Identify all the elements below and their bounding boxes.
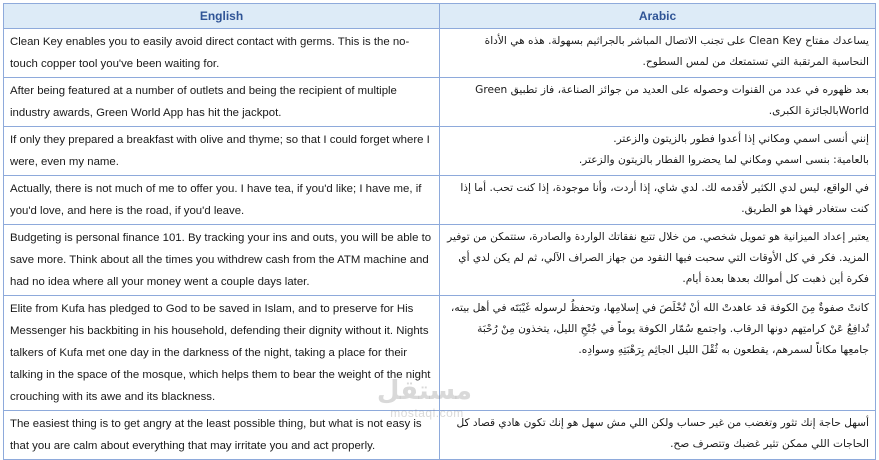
watermark-logo: مستقل	[376, 376, 472, 406]
arabic-cell: أسهل حاجة إنك تثور وتغضب من غير حساب ولكن اللي مش سهل هو إنك تكون هادي قصاد كل الحاجات اللي ممكن تثير غضبك وتتصرف صح.	[440, 411, 876, 460]
arabic-cell: يساعدك مفتاح Clean Key على تجنب الاتصال المباشر بالجراثيم بسهولة. هذه هي الأداة النحاسية المرتقبة التي تستمتعك من لمس السطوح.	[440, 29, 876, 78]
table-row	[4, 29, 876, 78]
header-row	[4, 4, 876, 29]
table-row	[4, 127, 876, 176]
table-row	[4, 411, 876, 460]
english-cell: After being featured at a number of outlets and being the recipient of multiple industry awards, Green World App has hit the jackpot.	[4, 78, 440, 127]
table-row	[4, 176, 876, 225]
english-cell: Actually, there is not much of me to offer you. I have tea, if you'd like; I have me, if you'd love, and here is the road, if you'd leave.	[4, 176, 440, 225]
watermark-site: mostaql.com	[390, 406, 464, 420]
arabic-cell	[440, 127, 876, 176]
english-cell: If only they prepared a breakfast with olive and thyme; so that I could forget where I were, even my name.	[4, 127, 440, 176]
arabic-colloquial-line: بالعامية: بنسى اسمي ومكاني لما يحضروا الفطار بالزيتون والزعتر.	[578, 154, 869, 166]
table-row	[4, 225, 876, 296]
arabic-cell: بعد ظهوره في عدد من القنوات وحصوله على العديد من جوائز الصناعة، فاز تطبيق Green Worldبالجائزة الكبرى.	[440, 78, 876, 127]
column-header-english: English	[4, 4, 440, 29]
english-cell: The easiest thing is to get angry at the least possible thing, but what is not easy is that you are calm about everything that may irritate you and act properly.	[4, 411, 440, 460]
arabic-cell: يعتبر إعداد الميزانية هو تمويل شخصي. من خلال تتبع نفقاتك الواردة والصادرة، ستتمكن من توفير المزيد. فكر في كل الأوقات التي سحبت فيها النقود من جهاز الصراف الآلي، ثم لم يكن لدي أي فكرة أين ذهبت كل أموالك بعدها بعدة أيام.	[440, 225, 876, 296]
table-row	[4, 78, 876, 127]
arabic-cell: كانتْ صفوةٌ مِنَ الكوفة قد عاهدتْ الله أنْ تُخْلَصَ في إسلامِها، وتحفظُ لرسوله غَيْبَتَه في أهل بيته، تُدافِعُ عَنْ كرامتِهم دونها الرقاب. واجتمع سُمّار الكوفة يوماً في جُنْحِ الليل، يتخذون مِنْ رُحْبَة جامعِها مكاناً لسمرهم، يقطعون به ثُقْلَ الليل الجاثِم بِرَهْبَتِهِ وسوادِه.	[440, 296, 876, 411]
english-cell: Elite from Kufa has pledged to God to be saved in Islam, and to preserve for His Messenger his backbiting in his household, defending their dignity without it. Nights talkers of Kufa met one day in the darkness of the night, taking a place for their talking in the space of the mosque, which helps them to bear the weight of the night crouching with its awe and its blackness.	[4, 296, 440, 411]
english-cell: Clean Key enables you to easily avoid direct contact with germs. This is the no-touch copper tool you've been waiting for.	[4, 29, 440, 78]
translation-table	[3, 3, 876, 460]
arabic-line: إنني أنسى اسمي ومكاني إذا أعدوا فطور بالزيتون والزعتر.	[613, 133, 869, 145]
arabic-cell: في الواقع، ليس لدي الكثير لأقدمه لك. لدي شاي، إذا أردت، وأنا موجودة، إذا كنت تحب. أما إذا كنت ستغادر فهذا هو الطريق.	[440, 176, 876, 225]
table-row	[4, 296, 876, 411]
english-cell: Budgeting is personal finance 101. By tracking your ins and outs, you will be able to save more. Think about all the times you withdrew cash from the ATM machine and had no idea where all your money went a couple days later.	[4, 225, 440, 296]
column-header-arabic: Arabic	[440, 4, 876, 29]
